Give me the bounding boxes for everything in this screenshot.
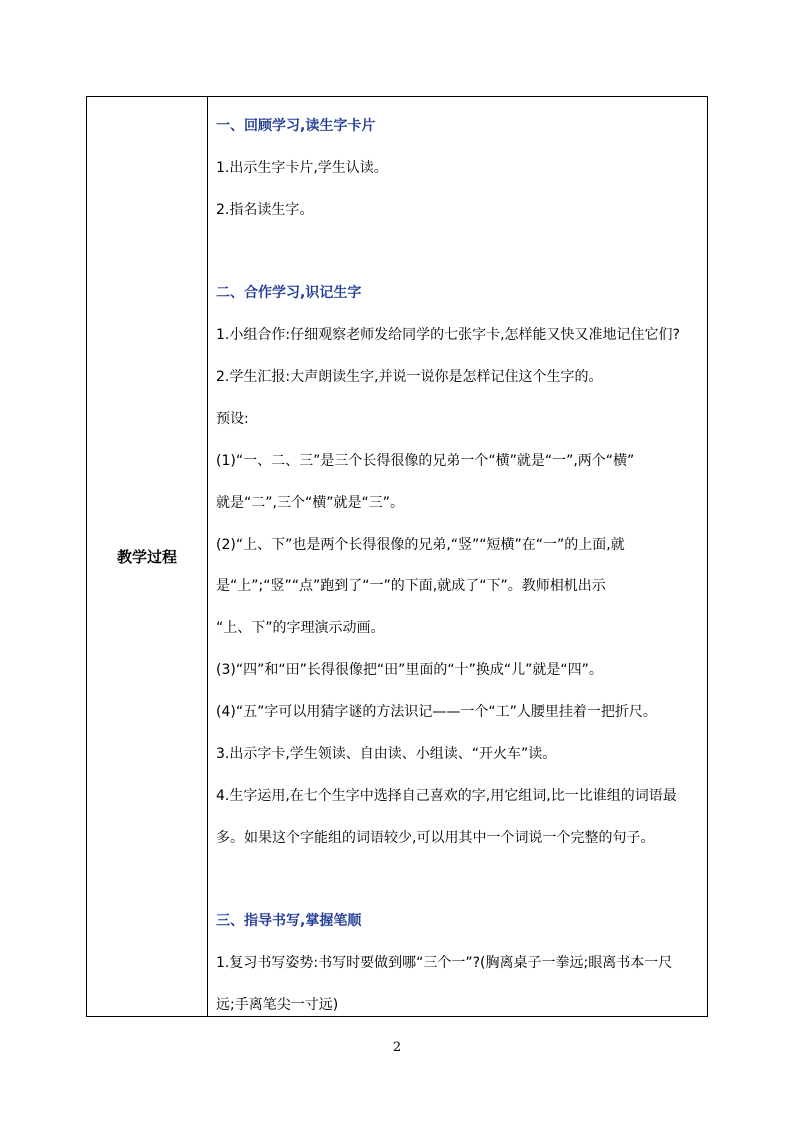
paragraph: “上、下”的字理演示动画。 (216, 620, 385, 636)
paragraph: (2)“上、下”也是两个长得很像的兄弟,“竖”“短横”在“一”的上面,就 (216, 537, 625, 553)
paragraph: 4.生字运用,在七个生字中选择自己喜欢的字,用它组词,比一比谁组的词语最 (216, 788, 677, 804)
lesson-table (86, 96, 708, 1017)
section-heading-2: 二、合作学习,识记生字 (216, 285, 362, 301)
paragraph: (4)“五”字可以用猜字谜的方法识记——一个“工”人腰里挂着一把折尺。 (216, 704, 657, 720)
section-heading-3: 三、指导书写,掌握笔顺 (216, 913, 362, 929)
paragraph: 1.复习书写姿势:书写时要做到哪“三个一”?(胸离桌子一拳远;眼离书本一尺 (216, 955, 673, 971)
paragraph: 2.学生汇报:大声朗读生字,并说一说你是怎样记住这个生字的。 (216, 369, 603, 385)
paragraph: 远;手离笔尖一寸远) (216, 997, 339, 1013)
column-divider (207, 97, 208, 1016)
paragraph: 是“上”;“竖”“点”跑到了“一”的下面,就成了“下”。教师相机出示 (216, 578, 606, 594)
paragraph: 1.小组合作:仔细观察老师发给同学的七张字卡,怎样能又快又准地记住它们? (216, 327, 680, 343)
paragraph: 预设: (216, 411, 249, 427)
paragraph: (3)“四”和“田”长得很像把“田”里面的“十”换成“儿”就是“四”。 (216, 662, 603, 678)
section-heading-1: 一、回顾学习,读生字卡片 (216, 118, 376, 134)
page-number: 2 (392, 1040, 402, 1055)
paragraph: 2.指名读生字。 (216, 202, 314, 218)
paragraph: 多。如果这个字能组的词语较少,可以用其中一个词说一个完整的句子。 (216, 830, 655, 846)
paragraph: (1)“一、二、三”是三个长得很像的兄弟一个“横”就是“一”,两个“横” (216, 453, 635, 469)
paragraph: 3.出示字卡,学生领读、自由读、小组读、“开火车”读。 (216, 746, 557, 762)
paragraph: 1.出示生字卡片,学生认读。 (216, 160, 388, 176)
paragraph: 就是“二”,三个“横”就是“三”。 (216, 495, 404, 511)
row-label: 教学过程 (116, 548, 177, 566)
